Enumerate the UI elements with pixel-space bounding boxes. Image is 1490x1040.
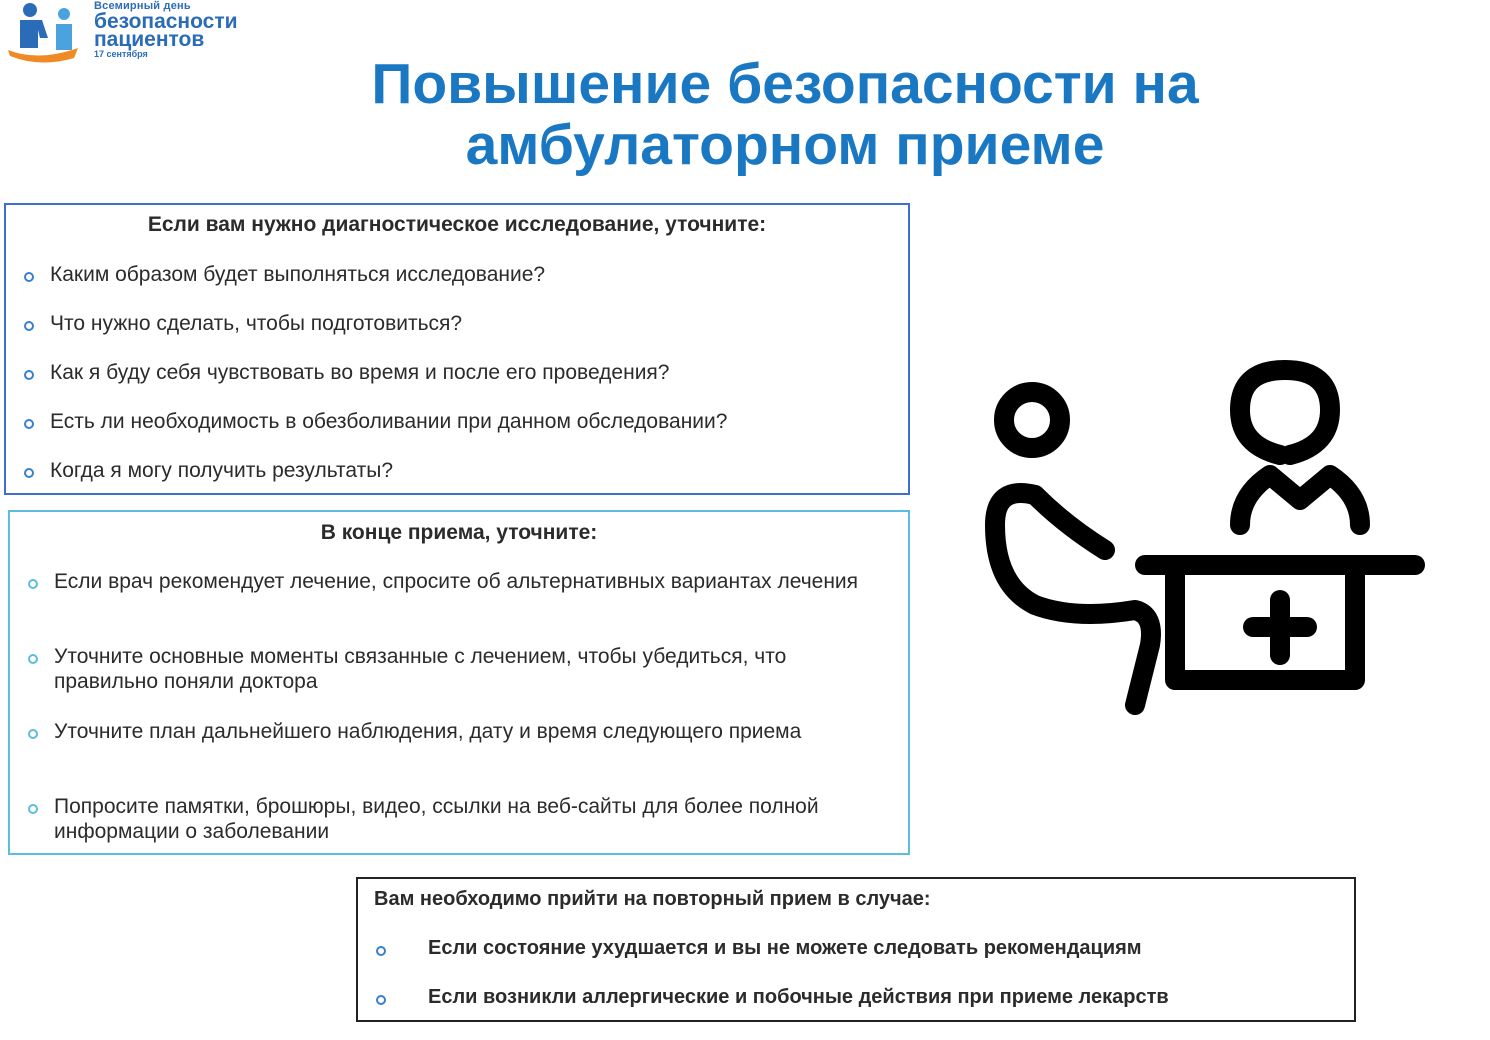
end-of-visit-list [54,569,894,869]
logo-line-2: безопасности [94,10,238,33]
list-item-text: Уточните план дальнейшего наблюдения, дату и время следующего приема [54,720,802,743]
logo-line-3: пациентов [94,28,205,51]
diagnostic-list [50,262,890,507]
circle-bullet-icon [28,729,38,739]
circle-bullet-icon [24,370,34,380]
doctor-consultation-icon [975,355,1435,715]
end-of-visit-box [8,510,910,855]
logo-date: 17 сентября [94,49,148,59]
list-item [50,409,890,458]
circle-bullet-icon [28,804,38,814]
list-item [54,569,894,644]
circle-bullet-icon [376,995,386,1005]
list-item-text: Каким образом будет выполняться исследование? [50,263,546,286]
list-item-text: Если возникли аллергические и побочные действия при приеме лекарств [428,986,1169,1008]
list-item-text: Если состояние ухудшается и вы не можете следовать рекомендациям [428,937,1142,959]
title-line-2: амбулаторном приеме [465,113,1105,177]
list-item [428,985,1328,1034]
diagnostic-questions-box [4,203,910,495]
list-item-text: Попросите памятки, брошюры, видео, ссылки на веб-сайты для более полной информации о заболевании [54,795,819,843]
list-item [50,311,890,360]
circle-bullet-icon [24,321,34,331]
list-item-text: Что нужно сделать, чтобы подготовиться? [50,312,463,335]
list-item-text: Как я буду себя чувствовать во время и после его проведения? [50,361,670,384]
list-item-text: Уточните основные моменты связанные с лечением, чтобы убедиться, что правильно поняли доктора [54,645,787,693]
list-item [50,262,890,311]
diagnostic-heading: Если вам нужно диагностическое исследование, уточните: [147,213,767,236]
patients-logo-icon [6,0,86,66]
list-item [54,719,894,794]
circle-bullet-icon [28,579,38,589]
circle-bullet-icon [24,468,34,478]
circle-bullet-icon [376,946,386,956]
end-of-visit-heading: В конце приема, уточните: [320,521,598,544]
list-item-text: Когда я могу получить результаты? [50,459,393,482]
list-item [50,360,890,409]
revisit-conditions-box [356,877,1356,1022]
circle-bullet-icon [24,272,34,282]
revisit-heading: Вам необходимо прийти на повторный прием в случае: [374,888,931,910]
list-item [428,936,1328,985]
list-item [50,458,890,507]
circle-bullet-icon [28,654,38,664]
list-item [54,794,894,869]
event-logo [6,0,266,70]
title-line-1: Повышение безопасности на [371,52,1199,116]
list-item [54,644,894,719]
list-item-text: Если врач рекомендует лечение, спросите об альтернативных вариантах лечения [54,570,859,593]
page-title [300,54,1270,176]
circle-bullet-icon [24,419,34,429]
revisit-list [428,936,1328,1034]
logo-line-1: Всемирный день [94,0,191,12]
list-item-text: Есть ли необходимость в обезболивании при данном обследовании? [50,410,728,433]
